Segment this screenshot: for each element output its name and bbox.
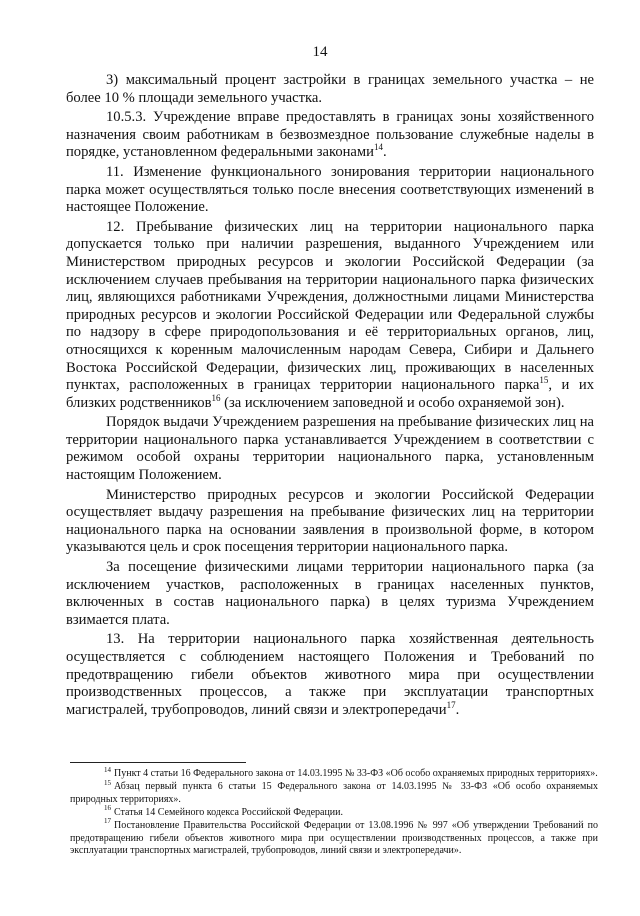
paragraph-text: 11. Изменение функционального зонирования территории национального парка может осуществляться только после внесения соответствующих изменений в настоящее Положение. xyxy=(66,163,594,216)
footnote-text: Пункт 4 статьи 16 Федерального закона от 14.03.1995 № 33-ФЗ «Об особо охраняемых природных территориях». xyxy=(114,768,598,779)
paragraph-text: 13. На территории национального парка хозяйственная деятельность осуществляется с соблюдением настоящего Положения и Требований по предотвращению гибели объектов животного мира при осуществлении производственных процессов, а также при эксплуатации транспортных магистралей, трубопроводов, линий связи и электропередачи xyxy=(66,631,594,718)
paragraph-text: 12. Пребывание физических лиц на территории национального парка допускается только при наличии разрешения, выданного Учреждением или Министерством природных ресурсов и экологии Российской Федерации (за исключением случаев пребывания на территории национального парка физических лиц, являющихся работниками Учреждения, должностными лицами Министерства природных ресурсов и экологии Российской Федерации или Федеральной службы по надзору в сфере природопользования и её территориальных органов, лиц, относящихся к коренным малочисленным народам Севера, Сибири и Дальнего Востока Российской Федерации, физических лиц, проживающих в населенных пунктах, расположенных в границах территории национального парка xyxy=(66,218,594,394)
paragraph-text: Министерство природных ресурсов и экологии Российской Федерации осуществляет выдачу разрешения на пребывание физических лиц на территории национального парка на основании заявления в произвольной форме, в котором указываются цель и срок посещения территории национального парка. xyxy=(66,486,594,556)
footnote-17 xyxy=(70,817,598,859)
paragraph-12 xyxy=(66,219,594,413)
footnote-ref-16[interactable]: 16 xyxy=(211,392,221,403)
footnote-ref-14[interactable]: 14 xyxy=(373,142,383,153)
paragraph-permit-procedure xyxy=(66,414,594,484)
footnote-mark: 15 xyxy=(104,778,111,787)
footnote-mark: 16 xyxy=(104,804,111,813)
footnote-mark: 14 xyxy=(104,765,111,774)
footnote-16 xyxy=(70,804,598,820)
footnotes xyxy=(70,765,598,858)
paragraph-text: 3) максимальный процент застройки в границах земельного участка – не более 10 % площади земельного участка. xyxy=(66,72,594,106)
paragraph-text: 10.5.3. Учреждение вправе предоставлять в границах зоны хозяйственного назначения своим работникам в безвозмездное пользование служебные наделы в порядке, установленном федеральными законами xyxy=(66,109,594,161)
paragraph-text: , и их близких родственников xyxy=(66,377,594,411)
footnote-separator xyxy=(70,762,246,763)
paragraph-visit-fee xyxy=(66,559,594,629)
paragraph-max-building-percent xyxy=(66,72,594,107)
paragraph-text: За посещение физическими лицами территории национального парка (за исключением участков, расположенных в границах населенных пунктов, включенных в состав национального парка) в целях туризма Учреждением взимается плата. xyxy=(66,559,594,628)
footnote-mark: 17 xyxy=(104,817,111,826)
paragraph-text: (за исключением заповедной и особо охраняемой зон). xyxy=(220,394,565,411)
paragraph-11 xyxy=(66,164,594,217)
page-number: 14 xyxy=(312,44,328,60)
paragraph-text: Порядок выдачи Учреждением разрешения на пребывание физических лиц на территории национального парка устанавливается Учреждением в соответствии с режимом особой охраны территории национального парка, установленным настоящим Положением. xyxy=(66,414,594,484)
footnote-ref-17[interactable]: 17 xyxy=(446,699,456,710)
paragraph-10-5-3: 10.5.3. Учреждение вправе предоставлять в границах зоны хозяйственного назначения своим работникам в безвозмездное пользование служебные наделы в порядке, установленном федеральными законами$^{14}$. xyxy=(66,109,594,161)
paragraph-text: . xyxy=(455,701,460,718)
footnote-14 xyxy=(70,765,598,781)
footnote-text: Статья 14 Семейного кодекса Российской Федерации. xyxy=(114,806,343,818)
footnote-text: Абзац первый пункта 6 статьи 15 Федерального закона от 14.03.1995 № 33-ФЗ «Об особо охраняемых природных территориях». xyxy=(70,780,598,805)
paragraph-ministry-permit xyxy=(66,487,594,557)
paragraph-13 xyxy=(66,631,594,719)
footnote-text: Постановление Правительства Российской Федерации от 13.08.1996 № 997 «Об утверждении Требований по предотвращению гибели объектов животного мира при осуществлении производственных процессов, а также при эксплуатации транспортных магистралей, трубопроводов, линий связи и электропередачи». xyxy=(70,819,598,857)
main-text xyxy=(66,72,594,721)
footnote-15 xyxy=(70,778,598,807)
footnote-ref-15[interactable]: 15 xyxy=(539,375,549,386)
